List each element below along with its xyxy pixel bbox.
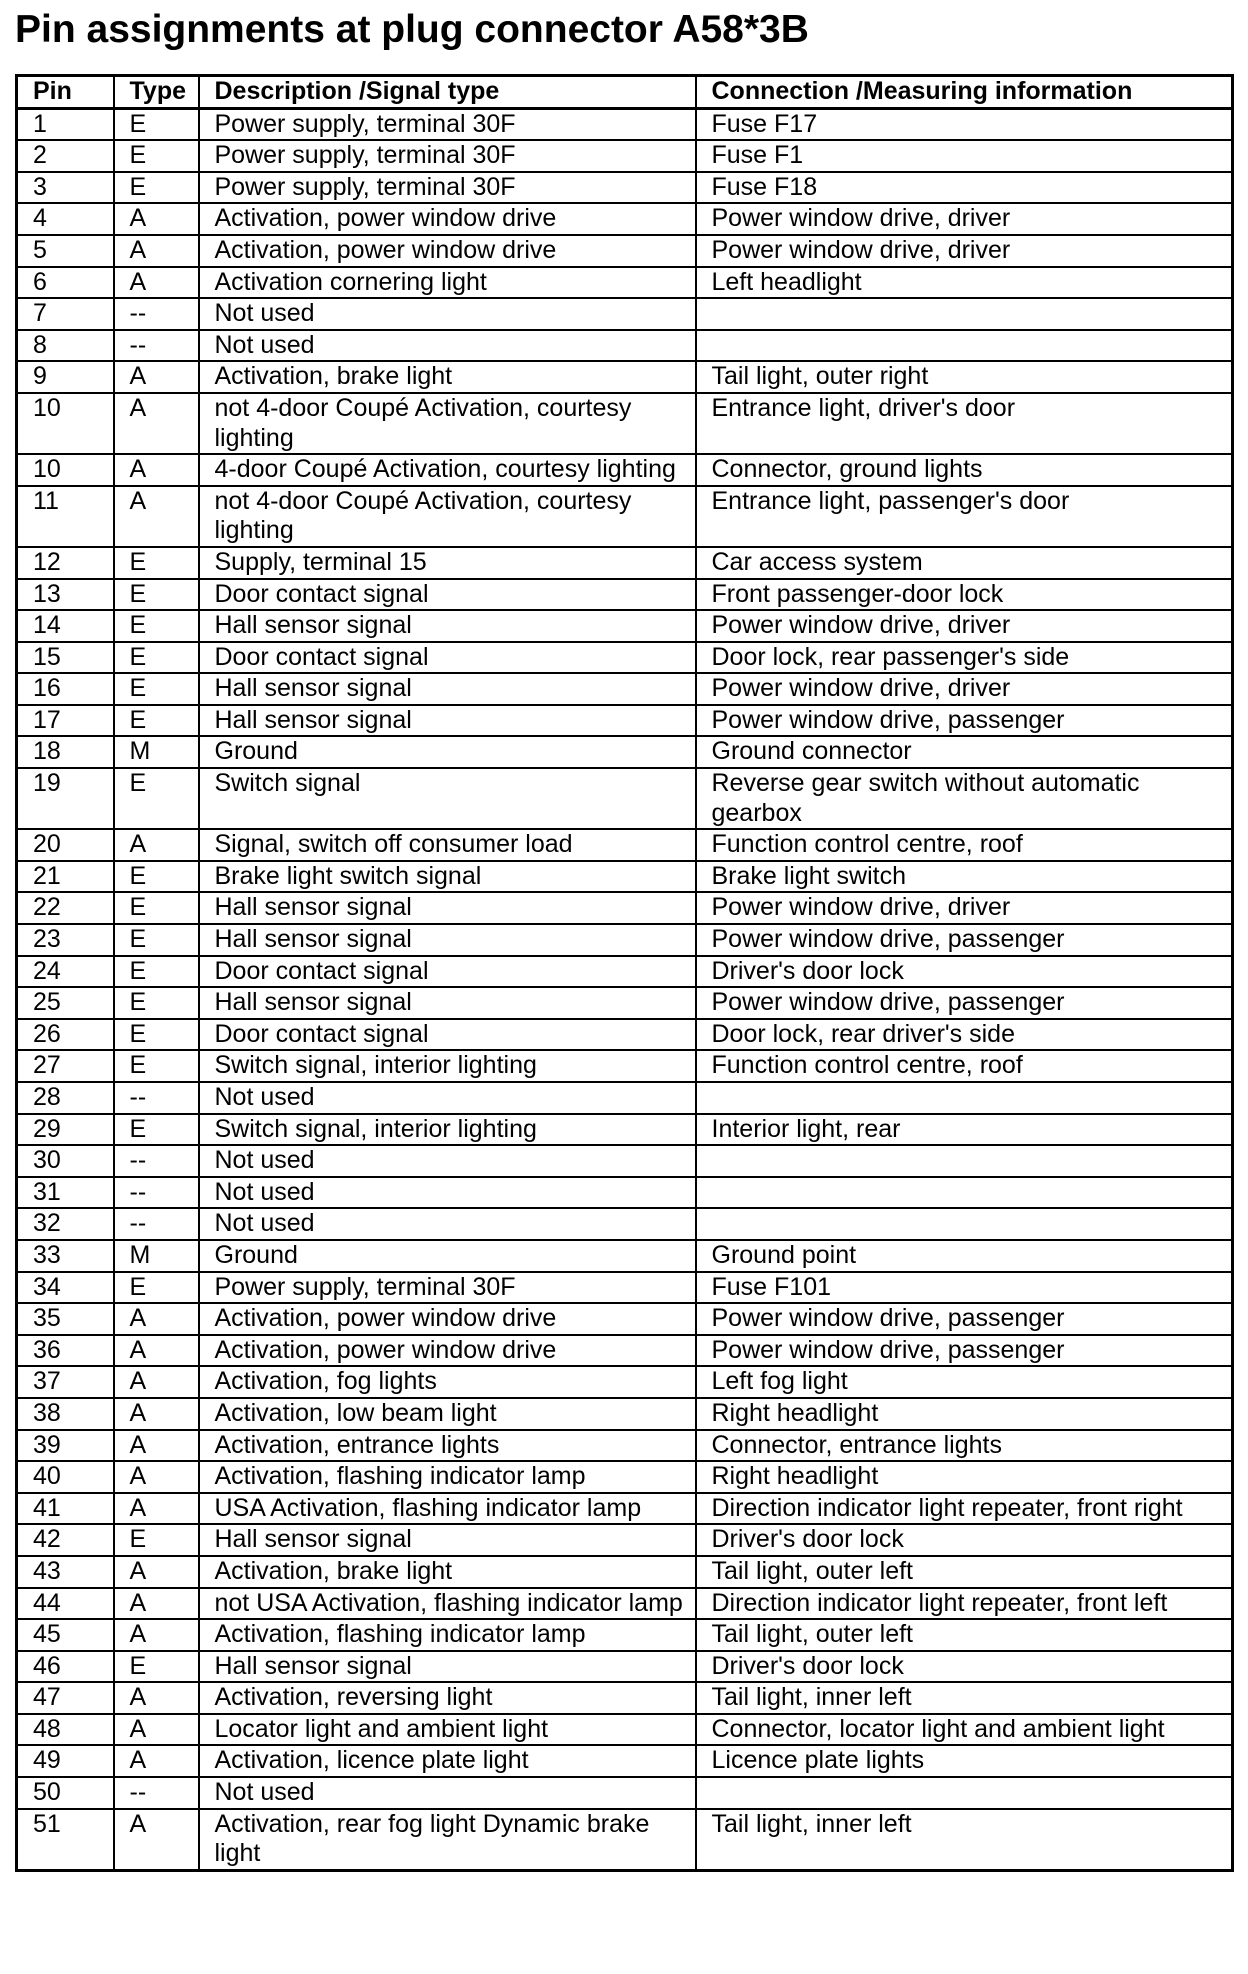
table-row <box>17 203 1233 235</box>
cell-description: Not used <box>199 330 696 362</box>
cell-connection <box>696 1082 1233 1114</box>
cell-description: USA Activation, flashing indicator lamp <box>199 1493 696 1525</box>
cell-description: Activation, licence plate light <box>199 1745 696 1777</box>
table-row <box>17 267 1233 299</box>
cell-description: Ground <box>199 1240 696 1272</box>
cell-type: E <box>114 140 199 172</box>
cell-pin: 28 <box>17 1082 114 1114</box>
cell-description: Switch signal, interior lighting <box>199 1114 696 1146</box>
cell-description: not 4-door Coupé Activation, courtesy lighting <box>199 393 696 454</box>
cell-connection: Car access system <box>696 547 1233 579</box>
cell-description: Hall sensor signal <box>199 610 696 642</box>
table-row <box>17 1682 1233 1714</box>
table-row <box>17 1430 1233 1462</box>
page-title: Pin assignments at plug connector A58*3B <box>15 8 809 51</box>
table-row <box>17 235 1233 267</box>
header-description: Description /Signal type <box>199 76 696 109</box>
cell-pin: 36 <box>17 1335 114 1367</box>
cell-pin: 11 <box>17 486 114 547</box>
cell-connection: Ground connector <box>696 736 1233 768</box>
table-row <box>17 1050 1233 1082</box>
cell-connection: Door lock, rear driver's side <box>696 1019 1233 1051</box>
cell-description: Brake light switch signal <box>199 861 696 893</box>
cell-connection: Fuse F101 <box>696 1272 1233 1304</box>
cell-pin: 22 <box>17 892 114 924</box>
cell-pin: 8 <box>17 330 114 362</box>
cell-pin: 33 <box>17 1240 114 1272</box>
header-row <box>17 76 1233 109</box>
cell-description: Signal, switch off consumer load <box>199 829 696 861</box>
cell-description: Hall sensor signal <box>199 924 696 956</box>
cell-description: Activation, low beam light <box>199 1398 696 1430</box>
cell-pin: 40 <box>17 1461 114 1493</box>
cell-pin: 24 <box>17 956 114 988</box>
cell-connection: Direction indicator light repeater, front right <box>696 1493 1233 1525</box>
cell-type: E <box>114 987 199 1019</box>
table-header <box>17 76 1233 109</box>
cell-type: A <box>114 267 199 299</box>
cell-connection: Driver's door lock <box>696 1524 1233 1556</box>
cell-type: E <box>114 705 199 737</box>
cell-type: -- <box>114 1177 199 1209</box>
cell-connection: Interior light, rear <box>696 1114 1233 1146</box>
cell-type: A <box>114 1556 199 1588</box>
cell-pin: 46 <box>17 1651 114 1683</box>
cell-description: Door contact signal <box>199 1019 696 1051</box>
cell-type: -- <box>114 1082 199 1114</box>
cell-connection: Front passenger-door lock <box>696 579 1233 611</box>
cell-description: Locator light and ambient light <box>199 1714 696 1746</box>
cell-pin: 49 <box>17 1745 114 1777</box>
cell-description: Activation, brake light <box>199 361 696 393</box>
table-row <box>17 673 1233 705</box>
cell-description: not USA Activation, flashing indicator lamp <box>199 1588 696 1620</box>
cell-pin: 18 <box>17 736 114 768</box>
cell-description: Activation cornering light <box>199 267 696 299</box>
table-row <box>17 1714 1233 1746</box>
cell-description: Not used <box>199 1082 696 1114</box>
table-row <box>17 1524 1233 1556</box>
cell-pin: 35 <box>17 1303 114 1335</box>
cell-connection: Brake light switch <box>696 861 1233 893</box>
cell-pin: 48 <box>17 1714 114 1746</box>
cell-type: E <box>114 579 199 611</box>
table-row <box>17 1777 1233 1809</box>
cell-pin: 13 <box>17 579 114 611</box>
cell-type: A <box>114 235 199 267</box>
header-connection: Connection /Measuring information <box>696 76 1233 109</box>
cell-connection: Power window drive, driver <box>696 235 1233 267</box>
cell-connection: Direction indicator light repeater, front left <box>696 1588 1233 1620</box>
cell-description: Door contact signal <box>199 956 696 988</box>
table-row <box>17 736 1233 768</box>
cell-type: A <box>114 393 199 454</box>
cell-description: Activation, reversing light <box>199 1682 696 1714</box>
cell-type: A <box>114 1714 199 1746</box>
cell-pin: 26 <box>17 1019 114 1051</box>
cell-type: A <box>114 1303 199 1335</box>
table-row <box>17 861 1233 893</box>
table-row <box>17 1208 1233 1240</box>
table-row <box>17 1177 1233 1209</box>
cell-description: not 4-door Coupé Activation, courtesy lighting <box>199 486 696 547</box>
cell-type: -- <box>114 298 199 330</box>
cell-type: E <box>114 673 199 705</box>
table-row <box>17 829 1233 861</box>
cell-pin: 29 <box>17 1114 114 1146</box>
table-body <box>17 108 1233 1870</box>
cell-description: Activation, rear fog light Dynamic brake light <box>199 1809 696 1871</box>
cell-type: E <box>114 1524 199 1556</box>
cell-connection: Door lock, rear passenger's side <box>696 642 1233 674</box>
cell-description: Not used <box>199 1177 696 1209</box>
cell-type: A <box>114 1493 199 1525</box>
cell-description: Activation, power window drive <box>199 1335 696 1367</box>
cell-type: A <box>114 203 199 235</box>
cell-type: A <box>114 829 199 861</box>
cell-type: E <box>114 1651 199 1683</box>
cell-connection: Fuse F1 <box>696 140 1233 172</box>
cell-pin: 31 <box>17 1177 114 1209</box>
cell-description: Activation, power window drive <box>199 235 696 267</box>
cell-description: Switch signal <box>199 768 696 829</box>
cell-description: Ground <box>199 736 696 768</box>
cell-pin: 10 <box>17 454 114 486</box>
cell-pin: 39 <box>17 1430 114 1462</box>
cell-type: A <box>114 1335 199 1367</box>
cell-type: A <box>114 1809 199 1871</box>
cell-pin: 17 <box>17 705 114 737</box>
cell-pin: 44 <box>17 1588 114 1620</box>
cell-connection: Power window drive, driver <box>696 610 1233 642</box>
cell-description: Power supply, terminal 30F <box>199 1272 696 1304</box>
cell-type: E <box>114 1114 199 1146</box>
cell-pin: 25 <box>17 987 114 1019</box>
cell-pin: 41 <box>17 1493 114 1525</box>
table-row <box>17 610 1233 642</box>
table-row <box>17 454 1233 486</box>
cell-description: Not used <box>199 1777 696 1809</box>
header-pin: Pin <box>17 76 114 109</box>
table-row <box>17 140 1233 172</box>
cell-description: Door contact signal <box>199 579 696 611</box>
cell-description: Activation, brake light <box>199 1556 696 1588</box>
cell-type: E <box>114 642 199 674</box>
cell-type: E <box>114 861 199 893</box>
cell-connection: Power window drive, passenger <box>696 987 1233 1019</box>
table-row <box>17 987 1233 1019</box>
cell-pin: 34 <box>17 1272 114 1304</box>
table-row <box>17 1588 1233 1620</box>
cell-pin: 19 <box>17 768 114 829</box>
table-row <box>17 768 1233 829</box>
cell-connection: Driver's door lock <box>696 956 1233 988</box>
cell-description: Power supply, terminal 30F <box>199 172 696 204</box>
cell-pin: 16 <box>17 673 114 705</box>
cell-pin: 12 <box>17 547 114 579</box>
table-row <box>17 361 1233 393</box>
table-row <box>17 1745 1233 1777</box>
cell-pin: 10 <box>17 393 114 454</box>
table-row <box>17 924 1233 956</box>
table-row <box>17 892 1233 924</box>
cell-pin: 37 <box>17 1366 114 1398</box>
cell-pin: 43 <box>17 1556 114 1588</box>
cell-pin: 5 <box>17 235 114 267</box>
cell-connection: Fuse F17 <box>696 108 1233 140</box>
cell-connection <box>696 1145 1233 1177</box>
cell-type: E <box>114 924 199 956</box>
cell-connection: Connector, ground lights <box>696 454 1233 486</box>
cell-pin: 47 <box>17 1682 114 1714</box>
cell-description: Activation, fog lights <box>199 1366 696 1398</box>
cell-connection: Function control centre, roof <box>696 829 1233 861</box>
cell-type: -- <box>114 1208 199 1240</box>
cell-type: E <box>114 892 199 924</box>
table-row <box>17 1461 1233 1493</box>
cell-type: A <box>114 1430 199 1462</box>
cell-pin: 9 <box>17 361 114 393</box>
table-row <box>17 172 1233 204</box>
cell-type: -- <box>114 330 199 362</box>
cell-type: A <box>114 1398 199 1430</box>
table-row <box>17 1556 1233 1588</box>
cell-description: Hall sensor signal <box>199 892 696 924</box>
cell-type: E <box>114 1272 199 1304</box>
cell-connection: Tail light, outer left <box>696 1619 1233 1651</box>
table-row <box>17 579 1233 611</box>
cell-pin: 42 <box>17 1524 114 1556</box>
cell-type: -- <box>114 1145 199 1177</box>
cell-connection: Power window drive, passenger <box>696 924 1233 956</box>
table-row <box>17 1303 1233 1335</box>
cell-pin: 14 <box>17 610 114 642</box>
cell-pin: 50 <box>17 1777 114 1809</box>
cell-type: E <box>114 956 199 988</box>
table-row <box>17 705 1233 737</box>
cell-type: -- <box>114 1777 199 1809</box>
table-row <box>17 1335 1233 1367</box>
cell-connection: Ground point <box>696 1240 1233 1272</box>
cell-pin: 2 <box>17 140 114 172</box>
cell-connection: Fuse F18 <box>696 172 1233 204</box>
cell-pin: 3 <box>17 172 114 204</box>
table-row <box>17 956 1233 988</box>
cell-description: Activation, flashing indicator lamp <box>199 1461 696 1493</box>
table-row <box>17 330 1233 362</box>
cell-description: Hall sensor signal <box>199 1651 696 1683</box>
table-row <box>17 1019 1233 1051</box>
cell-pin: 23 <box>17 924 114 956</box>
cell-type: E <box>114 1019 199 1051</box>
cell-description: Not used <box>199 298 696 330</box>
cell-type: A <box>114 361 199 393</box>
cell-type: A <box>114 454 199 486</box>
table-row <box>17 1240 1233 1272</box>
cell-pin: 15 <box>17 642 114 674</box>
cell-connection: Power window drive, passenger <box>696 705 1233 737</box>
cell-connection: Power window drive, driver <box>696 673 1233 705</box>
cell-type: E <box>114 610 199 642</box>
cell-pin: 45 <box>17 1619 114 1651</box>
cell-type: M <box>114 736 199 768</box>
table-row <box>17 1809 1233 1871</box>
table-row <box>17 298 1233 330</box>
cell-type: E <box>114 172 199 204</box>
header-type: Type <box>114 76 199 109</box>
table-row <box>17 1398 1233 1430</box>
cell-connection: Right headlight <box>696 1461 1233 1493</box>
table-row <box>17 1272 1233 1304</box>
cell-type: A <box>114 1682 199 1714</box>
cell-connection: Entrance light, passenger's door <box>696 486 1233 547</box>
cell-connection: Tail light, outer right <box>696 361 1233 393</box>
cell-description: Not used <box>199 1145 696 1177</box>
cell-type: E <box>114 547 199 579</box>
cell-description: Activation, entrance lights <box>199 1430 696 1462</box>
cell-pin: 7 <box>17 298 114 330</box>
table-row <box>17 108 1233 140</box>
cell-connection: Connector, locator light and ambient light <box>696 1714 1233 1746</box>
cell-description: Hall sensor signal <box>199 987 696 1019</box>
cell-connection <box>696 330 1233 362</box>
table-row <box>17 1651 1233 1683</box>
cell-connection <box>696 1777 1233 1809</box>
cell-type: M <box>114 1240 199 1272</box>
table-row <box>17 1493 1233 1525</box>
cell-type: A <box>114 1588 199 1620</box>
cell-description: Hall sensor signal <box>199 1524 696 1556</box>
cell-type: A <box>114 1461 199 1493</box>
cell-pin: 32 <box>17 1208 114 1240</box>
cell-description: 4-door Coupé Activation, courtesy lighting <box>199 454 696 486</box>
cell-description: Activation, power window drive <box>199 203 696 235</box>
cell-connection: Entrance light, driver's door <box>696 393 1233 454</box>
cell-connection <box>696 1208 1233 1240</box>
table-row <box>17 1114 1233 1146</box>
cell-description: Supply, terminal 15 <box>199 547 696 579</box>
cell-description: Activation, flashing indicator lamp <box>199 1619 696 1651</box>
cell-type: A <box>114 1745 199 1777</box>
table-row <box>17 486 1233 547</box>
cell-connection: Reverse gear switch without automatic gearbox <box>696 768 1233 829</box>
cell-description: Hall sensor signal <box>199 705 696 737</box>
cell-connection <box>696 298 1233 330</box>
cell-pin: 6 <box>17 267 114 299</box>
cell-type: A <box>114 1366 199 1398</box>
cell-description: Not used <box>199 1208 696 1240</box>
cell-type: E <box>114 1050 199 1082</box>
cell-connection: Licence plate lights <box>696 1745 1233 1777</box>
table-row <box>17 1366 1233 1398</box>
cell-connection: Power window drive, driver <box>696 203 1233 235</box>
cell-description: Hall sensor signal <box>199 673 696 705</box>
cell-pin: 21 <box>17 861 114 893</box>
table-row <box>17 1145 1233 1177</box>
table-row <box>17 642 1233 674</box>
cell-connection: Right headlight <box>696 1398 1233 1430</box>
cell-pin: 51 <box>17 1809 114 1871</box>
cell-connection: Connector, entrance lights <box>696 1430 1233 1462</box>
cell-pin: 38 <box>17 1398 114 1430</box>
table-row <box>17 547 1233 579</box>
cell-description: Power supply, terminal 30F <box>199 108 696 140</box>
cell-connection: Tail light, outer left <box>696 1556 1233 1588</box>
table-row <box>17 393 1233 454</box>
cell-connection: Left headlight <box>696 267 1233 299</box>
cell-type: E <box>114 108 199 140</box>
cell-pin: 1 <box>17 108 114 140</box>
cell-connection <box>696 1177 1233 1209</box>
cell-type: A <box>114 486 199 547</box>
cell-description: Switch signal, interior lighting <box>199 1050 696 1082</box>
cell-connection: Power window drive, driver <box>696 892 1233 924</box>
cell-type: A <box>114 1619 199 1651</box>
cell-connection: Tail light, inner left <box>696 1682 1233 1714</box>
cell-connection: Tail light, inner left <box>696 1809 1233 1871</box>
cell-pin: 27 <box>17 1050 114 1082</box>
cell-description: Activation, power window drive <box>199 1303 696 1335</box>
table-row <box>17 1082 1233 1114</box>
cell-type: E <box>114 768 199 829</box>
cell-connection: Power window drive, passenger <box>696 1335 1233 1367</box>
cell-pin: 20 <box>17 829 114 861</box>
cell-pin: 30 <box>17 1145 114 1177</box>
cell-connection: Left fog light <box>696 1366 1233 1398</box>
cell-description: Door contact signal <box>199 642 696 674</box>
table-row <box>17 1619 1233 1651</box>
cell-connection: Driver's door lock <box>696 1651 1233 1683</box>
cell-pin: 4 <box>17 203 114 235</box>
pin-assignment-table <box>15 74 1234 1872</box>
cell-description: Power supply, terminal 30F <box>199 140 696 172</box>
cell-connection: Function control centre, roof <box>696 1050 1233 1082</box>
cell-connection: Power window drive, passenger <box>696 1303 1233 1335</box>
